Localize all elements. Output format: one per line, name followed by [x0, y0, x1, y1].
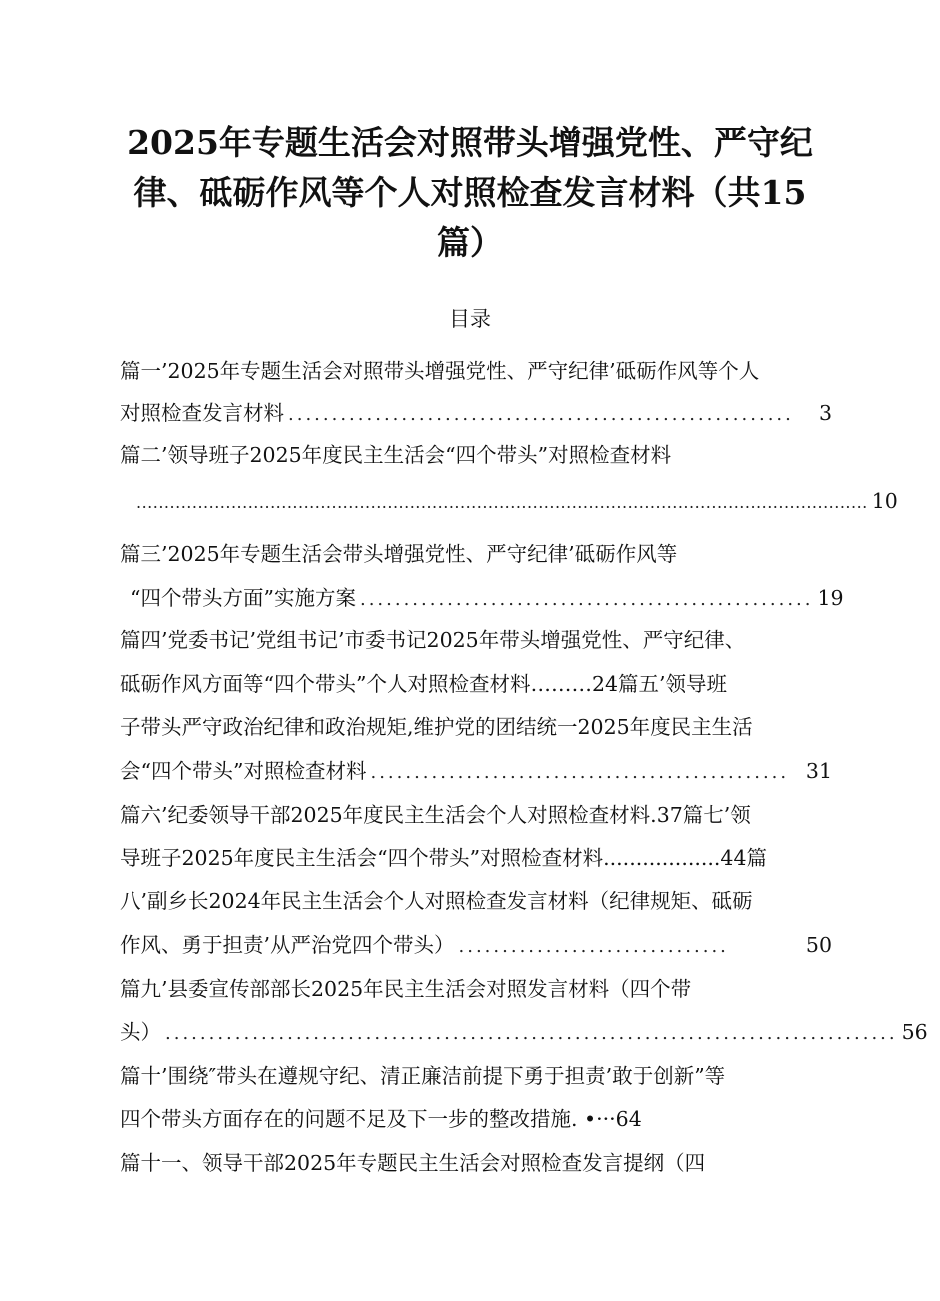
toc-line[interactable] — [120, 396, 832, 432]
toc-line[interactable] — [120, 1015, 928, 1051]
toc-line[interactable]: 篇二’领导班子2025年度民主生活会“四个带头”对照检查材料 — [120, 443, 672, 467]
toc-entry-text: 对照检查发言材料 — [120, 401, 284, 425]
title-line: 篇） — [437, 223, 503, 262]
toc-leader: ................................................ — [370, 762, 790, 783]
title-line: 律、砥砺作风等个人对照检查发言材料（共15 — [133, 173, 807, 212]
toc-line[interactable]: 导班子2025年度民主生活会“四个带头”对照检查材料..................44篇 — [120, 846, 768, 870]
toc-line[interactable]: 砥砺作风方面等“四个带头”个人对照检查材料………24篇五’领导班 — [120, 672, 728, 696]
toc-leader: ............................... — [458, 936, 729, 957]
toc-line[interactable]: 篇十一、领导干部2025年专题民主生活会对照检查发言提纲（四 — [120, 1151, 706, 1175]
toc-heading: 目录 — [449, 307, 491, 331]
toc-entry-text: 作风、勇于担责’从严治党四个带头） — [120, 933, 455, 957]
toc-line[interactable]: 四个带头方面存在的问题不足及下一步的整改措施. •···64 — [120, 1107, 642, 1131]
toc-line[interactable]: 八’副乡长2024年民主生活会个人对照检查发言材料（纪律规矩、砥砺 — [120, 889, 753, 913]
toc-line[interactable]: 篇四’党委书记’党组书记’市委书记2025年带头增强党性、严守纪律、 — [120, 628, 746, 652]
toc-line[interactable]: 篇九’县委宣传部部长2025年民主生活会对照发言材料（四个带 — [120, 977, 692, 1001]
toc-line[interactable]: 篇一’2025年专题生活会对照带头增强党性、严守纪律’砥砺作风等个人 — [120, 359, 760, 383]
toc-page-number: 3 — [818, 401, 832, 425]
toc-line[interactable] — [120, 754, 832, 790]
title-line: 2025年专题生活会对照带头增强党性、严守纪 — [127, 123, 813, 162]
toc-line[interactable]: 子带头严守政治纪律和政治规矩,维护党的团结统一2025年度民主生活 — [120, 715, 753, 739]
toc-entry-text: 会“四个带头”对照检查材料 — [120, 759, 367, 783]
toc-line[interactable] — [120, 928, 832, 964]
toc-line[interactable] — [130, 581, 844, 617]
toc-leader: .................................................................................... — [165, 1023, 898, 1044]
toc-entry-text: 头） — [120, 1020, 161, 1044]
toc-page-number: 10 — [871, 489, 898, 513]
toc-page-number: 50 — [805, 933, 832, 957]
toc-line[interactable]: 篇十’围绕″带头在遵规守纪、清正廉洁前提下勇于担责’敢于创新”等 — [120, 1064, 726, 1088]
toc-line[interactable]: 篇六’纪委领导干部2025年度民主生活会个人对照检查材料.37篇七’领 — [120, 803, 751, 827]
toc-leader: .......................................................... — [288, 404, 794, 425]
toc-page-number: 56 — [901, 1020, 928, 1044]
toc-leader: ................................................................................................................................... — [136, 493, 868, 512]
toc-line[interactable]: 篇三’2025年专题生活会带头增强党性、严守纪律’砥砺作风等 — [120, 542, 678, 566]
toc-page-number: 19 — [817, 586, 844, 610]
toc-page-number: 31 — [805, 759, 832, 783]
document-title — [120, 118, 820, 268]
toc-line[interactable] — [132, 484, 898, 520]
toc-leader: .................................................... — [359, 589, 814, 610]
toc-entry-text: “四个带头方面”实施方案 — [130, 586, 356, 610]
